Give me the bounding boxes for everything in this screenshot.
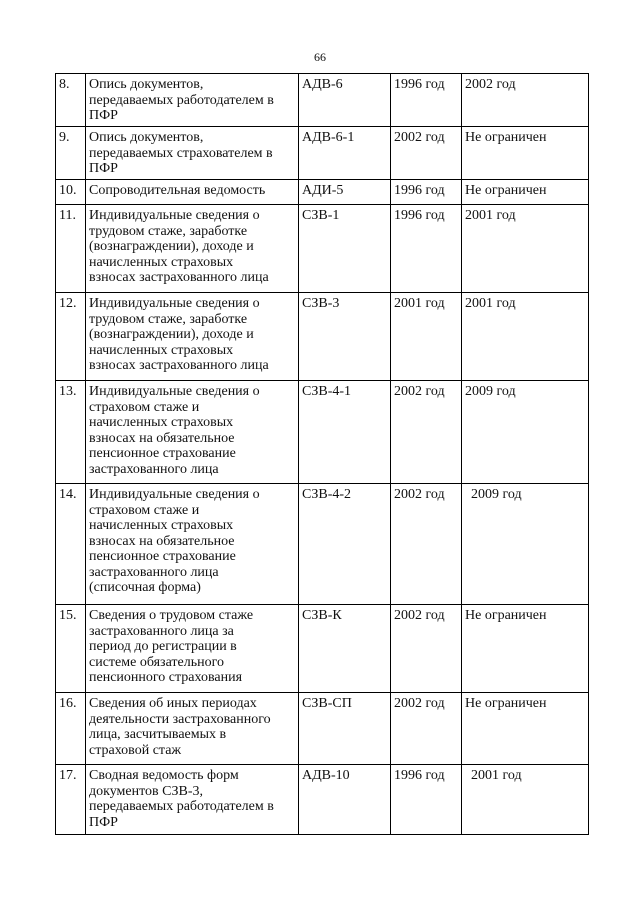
row-number: 12. — [56, 293, 86, 381]
year-to: 2001 год — [462, 293, 589, 381]
year-to: Не ограничен — [462, 693, 589, 765]
form-code: СЗВ-4-2 — [299, 484, 391, 605]
year-to: 2002 год — [462, 74, 589, 127]
form-code: СЗВ-1 — [299, 205, 391, 293]
year-to-text: 2009 год — [471, 487, 522, 502]
year-to: Не ограничен — [462, 605, 589, 693]
year-to-text: 2001 год — [471, 768, 522, 783]
row-number: 14. — [56, 484, 86, 605]
table-row — [56, 180, 589, 205]
row-number: 17. — [56, 765, 86, 835]
row-number: 9. — [56, 127, 86, 180]
document-name: Сведения о трудовом стаже застрахованного лица за период до регистрации в системе обязательного пенсионного страхования — [86, 605, 299, 693]
row-number: 11. — [56, 205, 86, 293]
year-to — [462, 765, 589, 835]
year-to: 2001 год — [462, 205, 589, 293]
table-row — [56, 765, 589, 835]
year-from: 2002 год — [391, 381, 462, 484]
table-row — [56, 605, 589, 693]
year-from: 1996 год — [391, 180, 462, 205]
year-from: 1996 год — [391, 765, 462, 835]
form-code: АДВ-6-1 — [299, 127, 391, 180]
row-number: 8. — [56, 74, 86, 127]
form-code: АДИ-5 — [299, 180, 391, 205]
row-number: 10. — [56, 180, 86, 205]
year-from: 2001 год — [391, 293, 462, 381]
page-number: 66 — [314, 50, 326, 64]
year-to — [462, 484, 589, 605]
table-row — [56, 693, 589, 765]
document-name: Сведения об иных периодах деятельности застрахованного лица, засчитываемых в страховой стаж — [86, 693, 299, 765]
form-code: АДВ-6 — [299, 74, 391, 127]
document-name: Опись документов, передаваемых страхователем в ПФР — [86, 127, 299, 180]
document-name: Опись документов, передаваемых работодателем в ПФР — [86, 74, 299, 127]
row-number: 13. — [56, 381, 86, 484]
table-row — [56, 205, 589, 293]
year-from: 2002 год — [391, 605, 462, 693]
table-row — [56, 74, 589, 127]
document-name: Сопроводительная ведомость — [86, 180, 299, 205]
year-from: 2002 год — [391, 484, 462, 605]
form-code: АДВ-10 — [299, 765, 391, 835]
year-from: 1996 год — [391, 74, 462, 127]
form-code: СЗВ-К — [299, 605, 391, 693]
row-number: 16. — [56, 693, 86, 765]
year-to: Не ограничен — [462, 127, 589, 180]
year-to: 2009 год — [462, 381, 589, 484]
table-row — [56, 381, 589, 484]
year-from: 2002 год — [391, 693, 462, 765]
table-row — [56, 127, 589, 180]
forms-table — [55, 73, 589, 835]
document-name: Индивидуальные сведения о трудовом стаже, заработке (вознаграждении), доходе и начисленных страховых взносах застрахованного лица — [86, 205, 299, 293]
year-from: 1996 год — [391, 205, 462, 293]
form-code: СЗВ-4-1 — [299, 381, 391, 484]
row-number: 15. — [56, 605, 86, 693]
form-code: СЗВ-3 — [299, 293, 391, 381]
document-name: Индивидуальные сведения о трудовом стаже, заработке (вознаграждении), доходе и начисленных страховых взносах застрахованного лица — [86, 293, 299, 381]
year-to: Не ограничен — [462, 180, 589, 205]
form-code: СЗВ-СП — [299, 693, 391, 765]
document-name: Сводная ведомость форм документов СЗВ-3, передаваемых работодателем в ПФР — [86, 765, 299, 835]
document-name: Индивидуальные сведения о страховом стаже и начисленных страховых взносах на обязательное пенсионное страхование застрахованного лица (списочная форма) — [86, 484, 299, 605]
year-from: 2002 год — [391, 127, 462, 180]
table-row — [56, 293, 589, 381]
document-name: Индивидуальные сведения о страховом стаже и начисленных страховых взносах на обязательное пенсионное страхование застрахованного лица — [86, 381, 299, 484]
table-row — [56, 484, 589, 605]
